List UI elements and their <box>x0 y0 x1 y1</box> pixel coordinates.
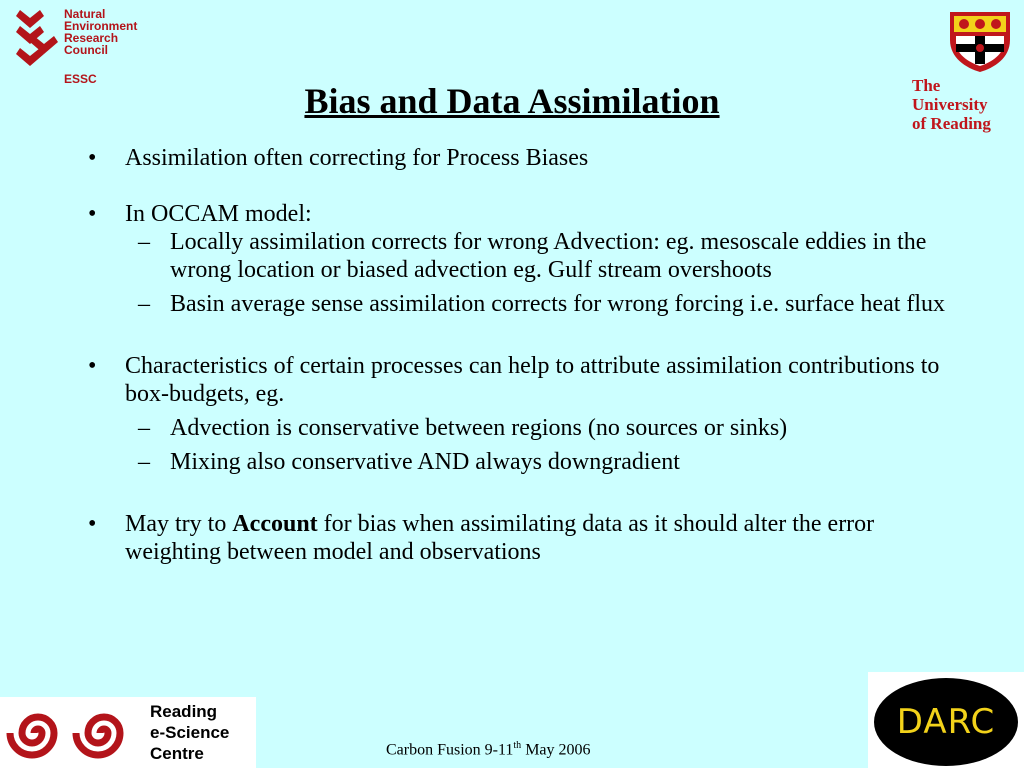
footer-superscript: th <box>513 740 522 751</box>
bullet-text <box>125 511 874 565</box>
footer-part: Carbon Fusion 9-11 <box>386 741 514 759</box>
dash-marker: – <box>138 415 150 441</box>
bullet-item <box>88 144 968 172</box>
sub-bullet-item <box>88 414 968 442</box>
darc-oval <box>874 678 1018 766</box>
bullet-text-part: for bias when assimilating data as it should alter the error weighting between model and observations <box>125 511 875 565</box>
sub-bullet-text: Locally assimilation corrects for wrong Advection: eg. mesoscale eddies in the wrong location or biased advection eg. Gulf stream overshoots <box>170 229 927 283</box>
darc-label: DARC <box>896 702 996 742</box>
bullet-text: Assimilation often correcting for Process Biases <box>125 145 589 171</box>
bullet-item <box>88 200 968 228</box>
nerc-line-4: Council <box>64 43 108 57</box>
slide-body <box>88 144 968 566</box>
darc-logo <box>868 672 1024 768</box>
dash-marker: – <box>138 229 150 255</box>
nerc-chevron-icon <box>16 8 62 68</box>
bullet-text: In OCCAM model: <box>125 201 312 227</box>
footer-text <box>386 740 591 759</box>
reading-escience-centre-logo <box>0 697 256 768</box>
bullet-marker: • <box>88 511 97 537</box>
bullet-text-part: May try to <box>125 511 233 537</box>
nerc-logo <box>16 8 156 90</box>
bullet-marker: • <box>88 201 97 227</box>
sub-bullet-text: Basin average sense assimilation corrects for wrong forcing i.e. surface heat flux <box>170 291 946 317</box>
bullet-marker: • <box>88 145 97 171</box>
sub-bullet-item <box>88 448 968 476</box>
dash-marker: – <box>138 291 150 317</box>
nerc-name <box>64 8 137 56</box>
dash-marker: – <box>138 449 150 475</box>
bullet-marker: • <box>88 353 97 379</box>
sub-bullet-item <box>88 290 968 318</box>
nerc-line-3: Research <box>64 31 119 45</box>
bullet-text: Characteristics of certain processes can help to attribute assimilation contributions to box-budgets, eg. <box>125 353 940 407</box>
footer-part: May 2006 <box>521 741 591 759</box>
university-line-3: of Reading <box>912 114 991 133</box>
bullet-emphasis: Account <box>232 511 318 537</box>
reading-crest-icon <box>948 10 1012 74</box>
resc-name <box>150 701 229 764</box>
university-line-1: The <box>912 76 941 95</box>
resc-line-2: e-Science <box>150 723 230 742</box>
university-line-2: University <box>912 95 988 114</box>
resc-line-3: Centre <box>150 744 204 763</box>
sub-bullet-text: Advection is conservative between regions (no sources or sinks) <box>170 415 788 441</box>
sub-bullet-text: Mixing also conservative AND always downgradient <box>170 449 680 475</box>
slide-title: Bias and Data Assimilation <box>304 81 720 121</box>
bullet-item <box>88 352 968 408</box>
spiral-icon <box>0 697 150 768</box>
essc-label: ESSC <box>64 72 97 86</box>
sub-bullet-item <box>88 228 968 284</box>
nerc-line-2: Environment <box>64 19 138 33</box>
bullet-item <box>88 510 968 566</box>
resc-line-1: Reading <box>150 702 218 721</box>
nerc-line-1: Natural <box>64 7 106 21</box>
